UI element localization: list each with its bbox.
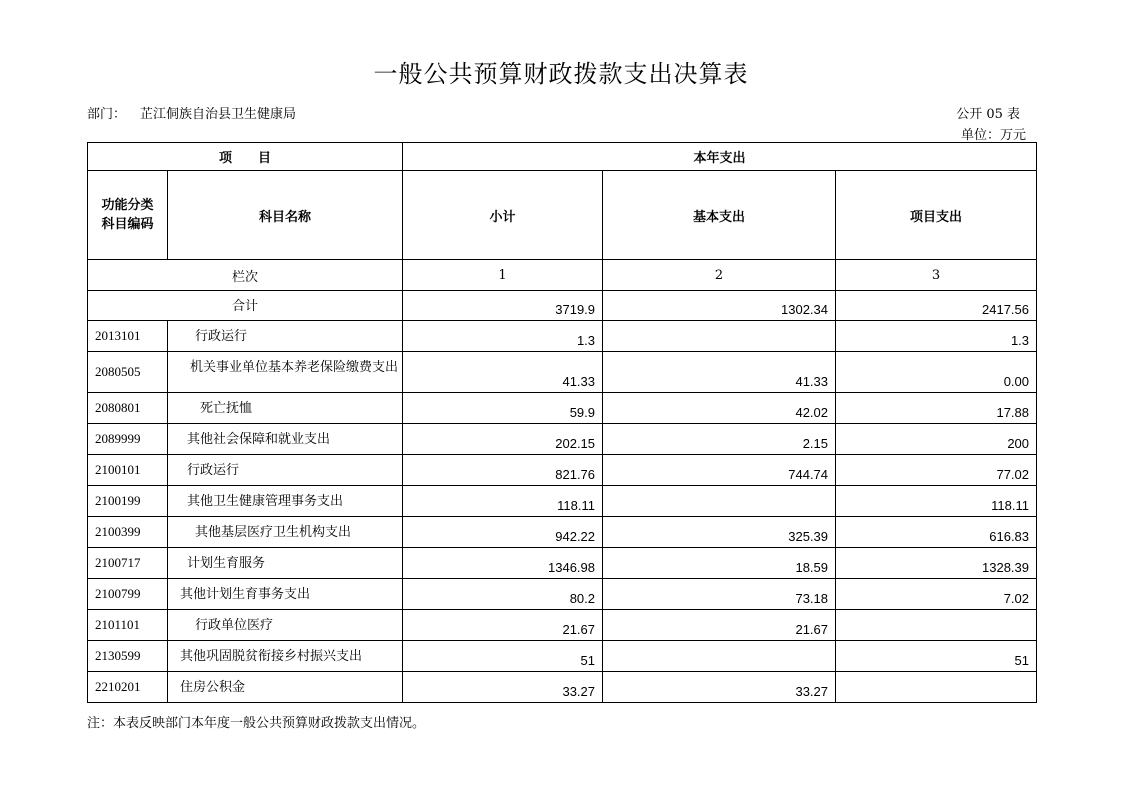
subject-code: 2080505 — [88, 352, 168, 393]
column-number-2: 2 — [603, 260, 836, 291]
subject-code: 2100199 — [88, 486, 168, 517]
subject-code: 2101101 — [88, 610, 168, 641]
total-label: 合计 — [88, 291, 403, 321]
project-value: 200 — [836, 424, 1037, 455]
table-row — [88, 486, 1037, 517]
basic-value: 33.27 — [603, 672, 836, 703]
header-code — [88, 171, 168, 260]
department-line — [87, 103, 296, 122]
expenditure-table — [87, 142, 1037, 703]
subtotal-value: 33.27 — [403, 672, 603, 703]
table-row — [88, 579, 1037, 610]
header-row-2 — [88, 171, 1037, 260]
column-number-1: 1 — [403, 260, 603, 291]
subject-code: 2210201 — [88, 672, 168, 703]
table-row — [88, 393, 1037, 424]
subtotal-value: 942.22 — [403, 517, 603, 548]
total-subtotal: 3719.9 — [403, 291, 603, 321]
project-value — [836, 672, 1037, 703]
header-row-1 — [88, 143, 1037, 171]
header-code-line2: 科目编码 — [101, 217, 154, 232]
table-row — [88, 548, 1037, 579]
basic-value: 744.74 — [603, 455, 836, 486]
table-row — [88, 352, 1037, 393]
basic-value: 2.15 — [603, 424, 836, 455]
header-project: 项目支出 — [836, 171, 1037, 260]
subject-name: 其他卫生健康管理事务支出 — [168, 486, 403, 517]
table-row — [88, 517, 1037, 548]
project-value: 7.02 — [836, 579, 1037, 610]
header-subtotal: 小计 — [403, 171, 603, 260]
subject-code: 2100799 — [88, 579, 168, 610]
subtotal-value: 51 — [403, 641, 603, 672]
project-value: 616.83 — [836, 517, 1037, 548]
subject-name: 计划生育服务 — [168, 548, 403, 579]
table-row — [88, 424, 1037, 455]
basic-value: 18.59 — [603, 548, 836, 579]
basic-value: 73.18 — [603, 579, 836, 610]
total-basic: 1302.34 — [603, 291, 836, 321]
form-number: 公开 05 表 — [956, 107, 1020, 122]
subject-code: 2080801 — [88, 393, 168, 424]
subject-code: 2130599 — [88, 641, 168, 672]
subject-code: 2089999 — [88, 424, 168, 455]
project-value: 1.3 — [836, 321, 1037, 352]
subtotal-value: 59.9 — [403, 393, 603, 424]
total-row — [88, 291, 1037, 321]
subtotal-value: 1346.98 — [403, 548, 603, 579]
department-label: 部门： — [87, 107, 127, 122]
column-number-row — [88, 260, 1037, 291]
column-number-3: 3 — [836, 260, 1037, 291]
header-current-year: 本年支出 — [403, 143, 1037, 171]
header-subject-name: 科目名称 — [168, 171, 403, 260]
project-value — [836, 610, 1037, 641]
project-value: 51 — [836, 641, 1037, 672]
header-code-line1: 功能分类 — [101, 198, 154, 213]
subtotal-value: 41.33 — [403, 352, 603, 393]
unit-label: 单位：万元 — [960, 128, 1026, 143]
subject-code: 2100101 — [88, 455, 168, 486]
subject-name: 其他社会保障和就业支出 — [168, 424, 403, 455]
subject-name: 其他巩固脱贫衔接乡村振兴支出 — [168, 641, 403, 672]
column-number-label: 栏次 — [88, 260, 403, 291]
subtotal-value: 821.76 — [403, 455, 603, 486]
subject-name: 机关事业单位基本养老保险缴费支出 — [168, 352, 403, 393]
basic-value: 42.02 — [603, 393, 836, 424]
table-row — [88, 321, 1037, 352]
footnote: 注：本表反映部门本年度一般公共预算财政拨款支出情况。 — [87, 716, 426, 731]
subtotal-value: 21.67 — [403, 610, 603, 641]
basic-value: 325.39 — [603, 517, 836, 548]
subject-name: 行政运行 — [168, 321, 403, 352]
table-row — [88, 455, 1037, 486]
subject-name: 住房公积金 — [168, 672, 403, 703]
page-title: 一般公共预算财政拨款支出决算表 — [373, 60, 749, 88]
subtotal-value: 118.11 — [403, 486, 603, 517]
project-value: 1328.39 — [836, 548, 1037, 579]
header-item: 项 目 — [88, 143, 403, 171]
subtotal-value: 1.3 — [403, 321, 603, 352]
basic-value — [603, 486, 836, 517]
subject-name: 行政运行 — [168, 455, 403, 486]
subject-code: 2100399 — [88, 517, 168, 548]
subject-code: 2100717 — [88, 548, 168, 579]
subject-name: 其他计划生育事务支出 — [168, 579, 403, 610]
subject-name: 行政单位医疗 — [168, 610, 403, 641]
project-value: 17.88 — [836, 393, 1037, 424]
basic-value — [603, 321, 836, 352]
subtotal-value: 202.15 — [403, 424, 603, 455]
subject-code: 2013101 — [88, 321, 168, 352]
table-row — [88, 641, 1037, 672]
table-row — [88, 610, 1037, 641]
basic-value: 41.33 — [603, 352, 836, 393]
project-value: 0.00 — [836, 352, 1037, 393]
project-value: 118.11 — [836, 486, 1037, 517]
subject-name: 死亡抚恤 — [168, 393, 403, 424]
total-project: 2417.56 — [836, 291, 1037, 321]
project-value: 77.02 — [836, 455, 1037, 486]
table-row — [88, 672, 1037, 703]
subject-name: 其他基层医疗卫生机构支出 — [168, 517, 403, 548]
header-basic: 基本支出 — [603, 171, 836, 260]
department-name: 芷江侗族自治县卫生健康局 — [140, 107, 297, 122]
basic-value — [603, 641, 836, 672]
basic-value: 21.67 — [603, 610, 836, 641]
subtotal-value: 80.2 — [403, 579, 603, 610]
